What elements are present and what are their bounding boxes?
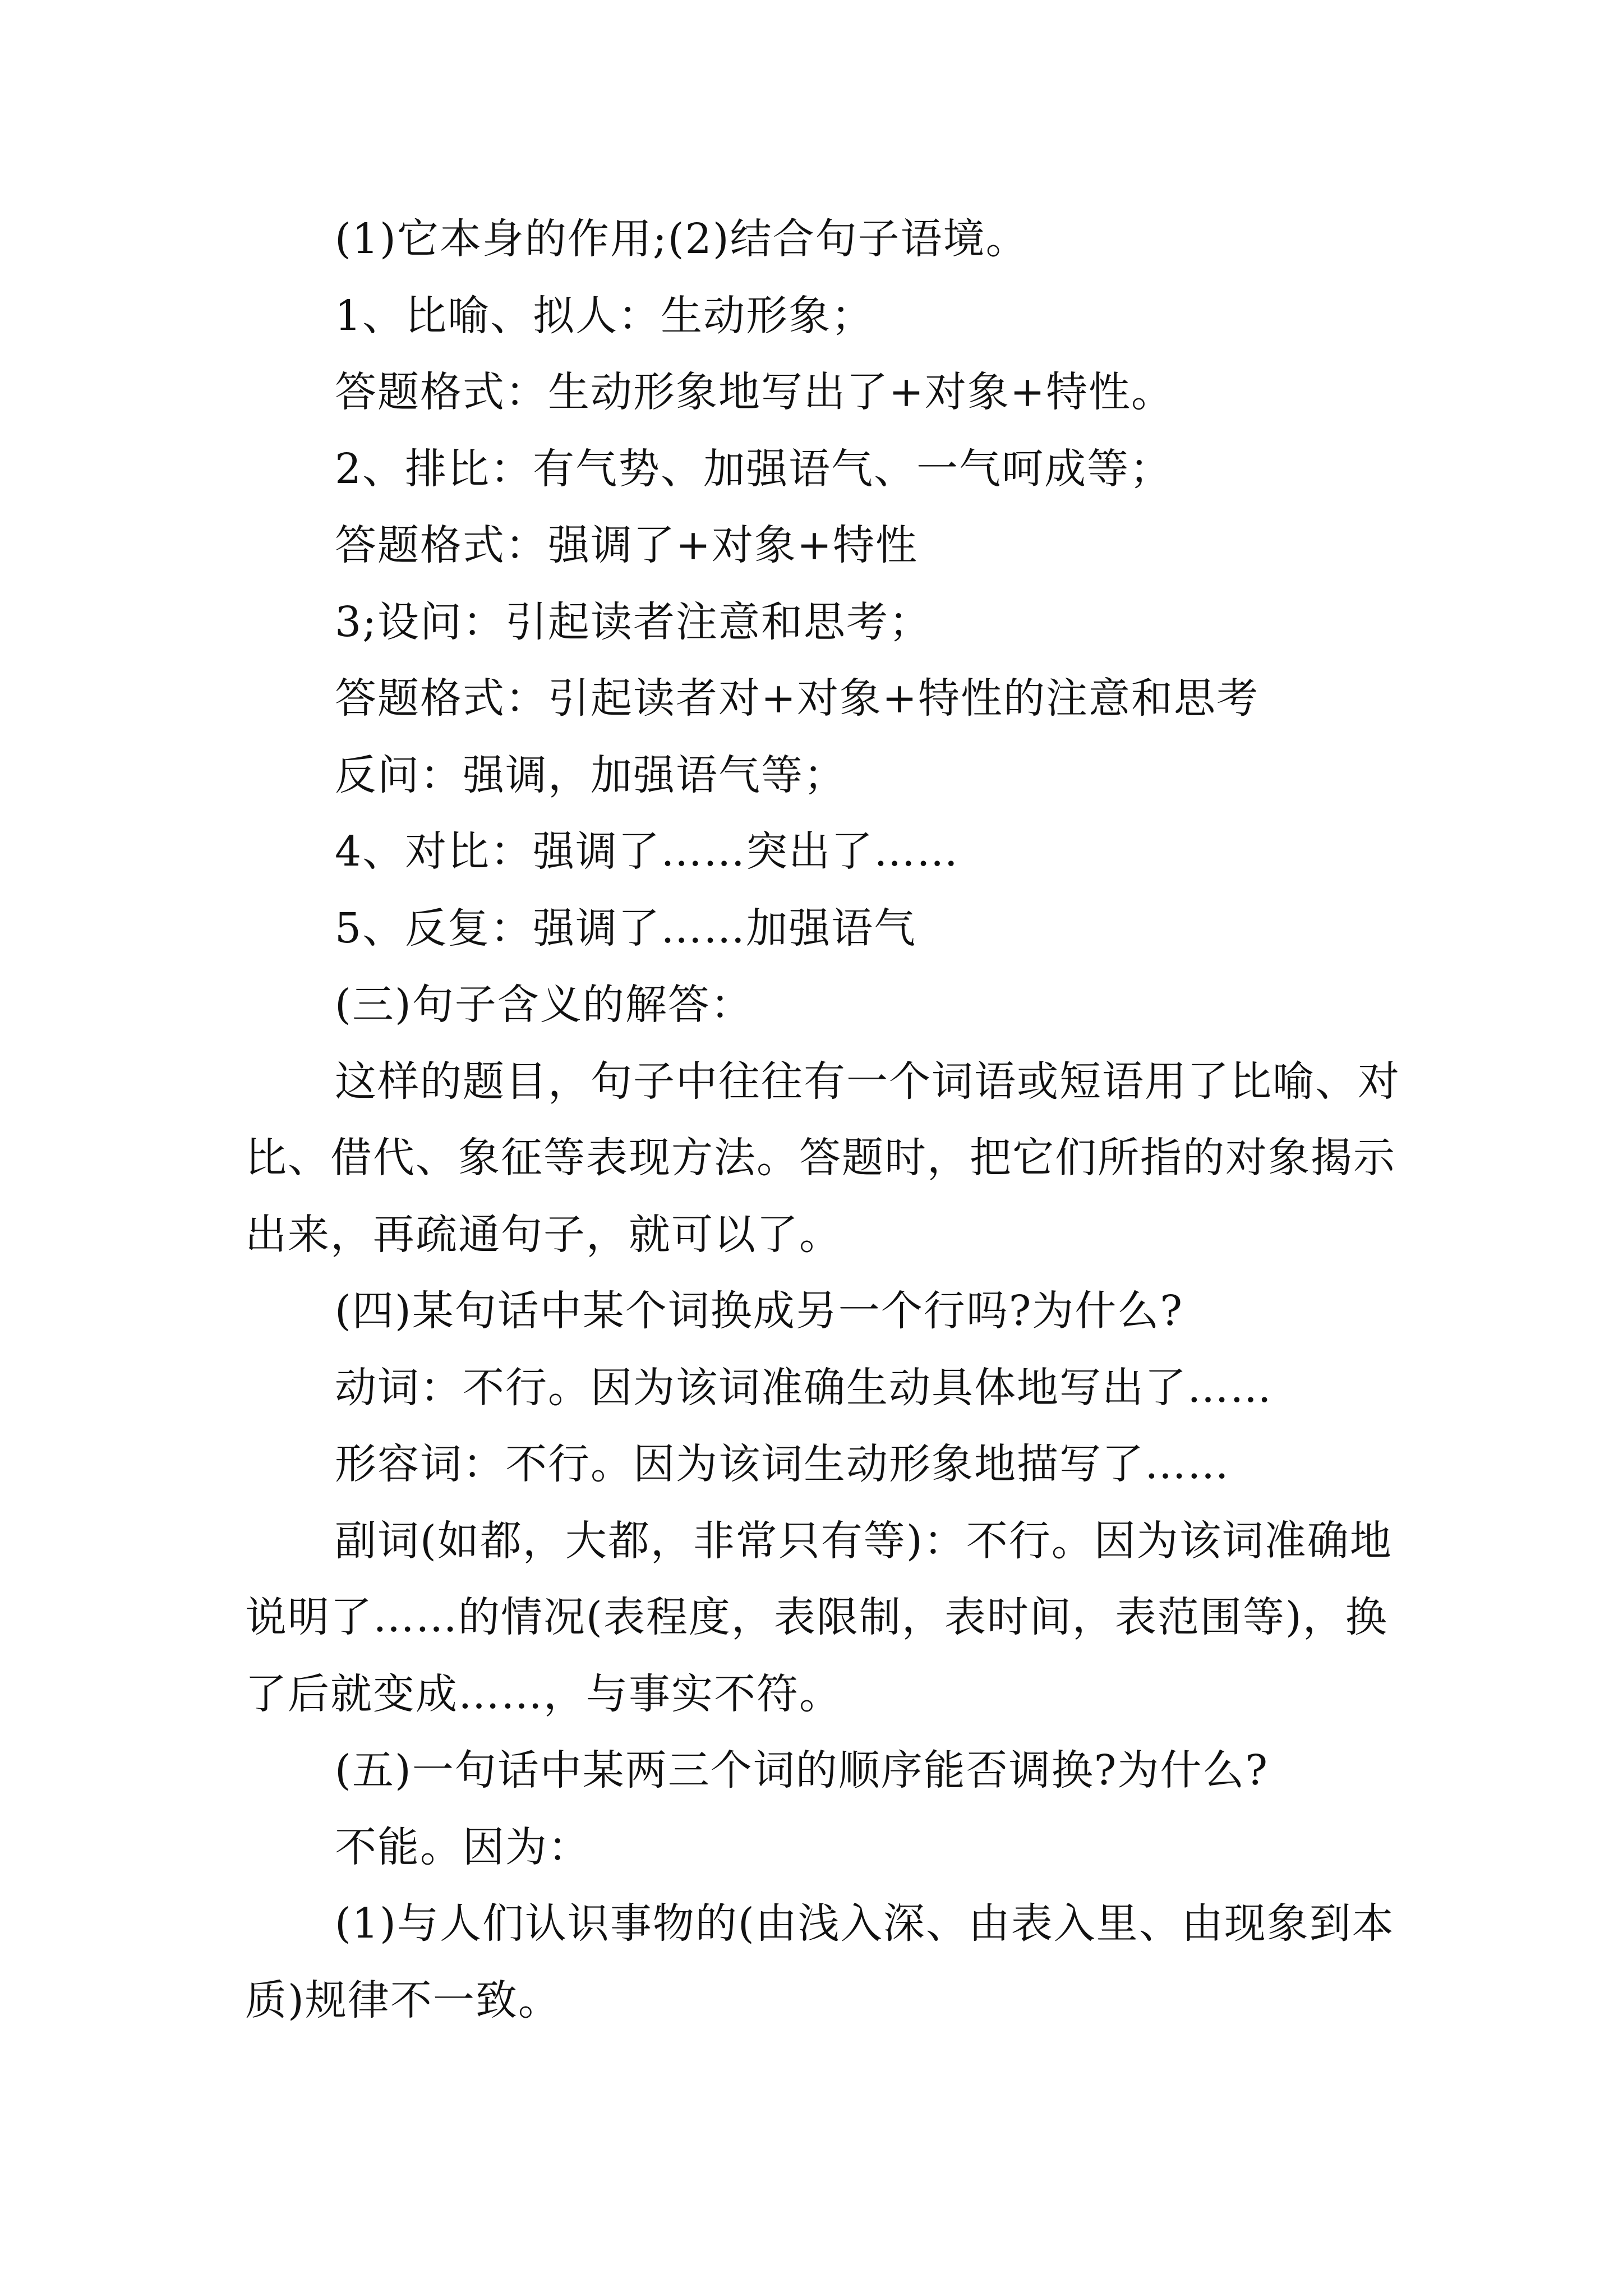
paragraph-4: 2、排比：有气势、加强语气、一气呵成等； [335,444,1173,493]
paragraph-6: 3;设问：引起读者注意和思考； [335,597,932,646]
paragraph-10: 5、反复：强调了……加强语气 [335,904,917,953]
paragraph-15: 形容词：不行。因为该词生动形象地描写了…… [335,1440,1230,1488]
paragraph-14: 动词：不行。因为该词准确生动具体地写出了…… [335,1363,1272,1412]
paragraph-2: 1、比喻、拟人：生动形象； [335,291,874,340]
section-heading-5: (五)一句话中某两三个词的顺序能否调换?为什么? [335,1746,1269,1795]
paragraph-18: 不能。因为： [335,1823,591,1871]
paragraph-16: 副词(如都，大都，非常只有等)：不行。因为该词准确地说明了……的情况(表程度，表限制，表时间，表范围等)，换了后就变成……，与事实不符。 [245,1516,1393,1718]
paragraph-3: 答题格式：生动形象地写出了+对象+特性。 [335,368,1174,416]
paragraph-5: 答题格式：强调了+对象+特性 [335,521,919,569]
paragraph-12: 这样的题目，句子中往往有一个词语或短语用了比喻、对比、借代、象征等表现方法。答题时，把它们所指的对象揭示出来，再疏通句子，就可以了。 [245,1057,1400,1259]
paragraph-7: 答题格式：引起读者对+对象+特性的注意和思考 [335,674,1260,723]
document-body [245,201,1423,2039]
section-heading-3: (三)句子含义的解答： [335,981,753,1029]
section-heading-4: (四)某句话中某个词换成另一个行吗?为什么? [335,1287,1184,1335]
paragraph-19: (1)与人们认识事物的(由浅入深、由表入里、由现象到本质)规律不一致。 [245,1899,1395,2024]
paragraph-8: 反问：强调，加强语气等； [335,751,846,799]
paragraph-1: (1)它本身的作用;(2)结合句子语境。 [335,215,1029,263]
paragraph-9: 4、对比：强调了……突出了…… [335,827,960,876]
